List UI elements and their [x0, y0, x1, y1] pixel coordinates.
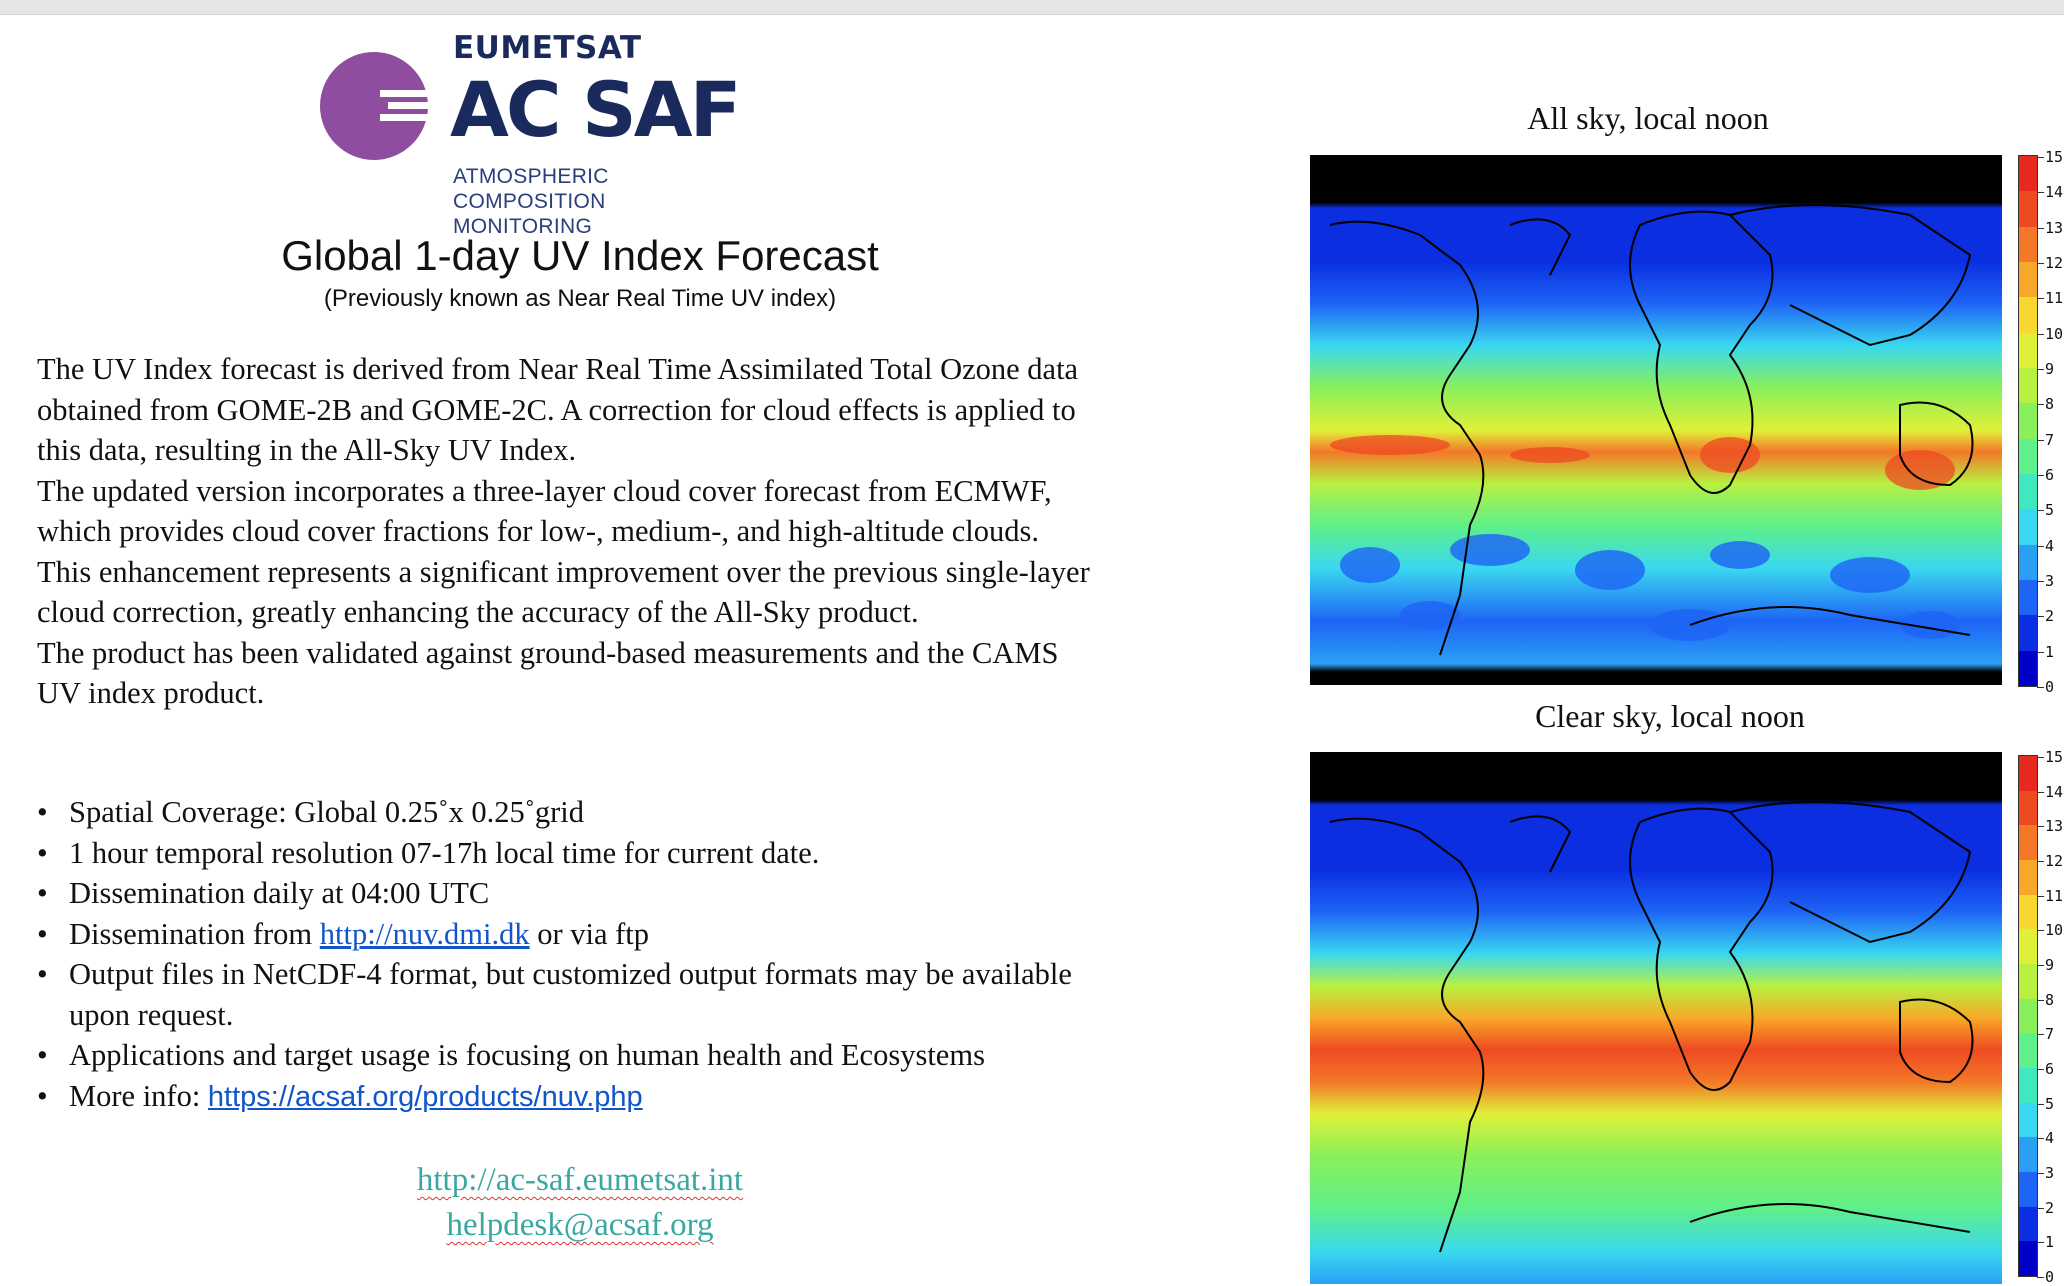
- colorbar-tick-label: 9: [2045, 956, 2055, 974]
- list-item: • Output files in NetCDF-4 format, but customized output formats may be available upon request.: [37, 954, 1117, 1035]
- clear-sky-uv-map: [1310, 752, 2002, 1284]
- logo-subtitle-line1: ATMOSPHERIC COMPOSITION: [453, 165, 609, 213]
- logo-org-text: EUMETSAT: [453, 30, 642, 66]
- colorbar-tick-label: 5: [2045, 1094, 2055, 1113]
- colorbar-swatch: [2019, 545, 2037, 580]
- list-item: [37, 914, 1117, 955]
- colorbar-tick-label: 13: [2045, 817, 2064, 836]
- colorbar-swatch: [2019, 895, 2037, 930]
- list-item: • Spatial Coverage: Global 0.25˚x 0.25˚grid: [37, 792, 1117, 833]
- colorbar-tick-label: 10: [2045, 324, 2064, 343]
- list-item: • Applications and target usage is focusing on human health and Ecosystems: [37, 1035, 1117, 1076]
- colorbar-swatch: [2019, 615, 2037, 650]
- acsaf-logo: [318, 30, 758, 238]
- all-sky-map-title: All sky, local noon: [1527, 100, 1769, 136]
- logo-subtitle: [453, 164, 758, 239]
- colorbar-swatch: [2019, 929, 2037, 964]
- colorbar-swatch: [2019, 191, 2037, 226]
- description-paragraph: The UV Index forecast is derived from Near Real Time Assimilated Total Ozone data obtained from GOME-2B and GOME-2C. A correction for cloud effects is applied to this data, resulting in the All-Sky UV Index.: [37, 352, 1079, 467]
- colorbar-tick-label: 15: [2045, 148, 2064, 166]
- clear-sky-colorbar: [2018, 755, 2038, 1277]
- colorbar-tick-label: 0: [2045, 1268, 2055, 1286]
- colorbar-swatch: [2019, 297, 2037, 332]
- colorbar-swatch: [2019, 403, 2037, 438]
- colorbar-swatch: [2019, 651, 2037, 686]
- colorbar-swatch: [2019, 756, 2037, 791]
- colorbar-tick-label: 15: [2045, 748, 2064, 766]
- list-item: • Dissemination daily at 04:00 UTC: [37, 873, 1117, 914]
- colorbar-tick-label: 6: [2045, 466, 2055, 484]
- colorbar-tick-label: 10: [2045, 921, 2064, 940]
- colorbar-swatch: [2019, 825, 2037, 860]
- feature-list: [37, 792, 1117, 1117]
- colorbar-tick-label: 14: [2045, 183, 2064, 202]
- colorbar-swatches: [2019, 756, 2037, 1276]
- colorbar-swatch: [2019, 580, 2037, 615]
- colorbar-tick-label: 9: [2045, 360, 2055, 378]
- colorbar-swatch: [2019, 1068, 2037, 1103]
- colorbar-tick-label: 7: [2045, 1025, 2055, 1044]
- page-title: Global 1-day UV Index Forecast: [281, 232, 879, 279]
- list-item-text: More info:: [69, 1078, 208, 1113]
- colorbar-tick-label: 12: [2045, 852, 2064, 870]
- colorbar-swatches: [2019, 156, 2037, 686]
- colorbar-tick-label: 3: [2045, 1164, 2055, 1182]
- acsaf-logo-mark: [318, 50, 430, 162]
- colorbar-tick-label: 8: [2045, 990, 2055, 1009]
- logo-subtitle-line2: MONITORING: [453, 215, 593, 238]
- colorbar-swatch: [2019, 156, 2037, 191]
- colorbar-tick-label: 13: [2045, 218, 2064, 237]
- colorbar-swatch: [2019, 368, 2037, 403]
- all-sky-colorbar: [2018, 155, 2038, 687]
- colorbar-tick-label: 7: [2045, 430, 2055, 449]
- colorbar-tick-label: 11: [2045, 289, 2064, 308]
- window-top-bar: [0, 0, 2064, 15]
- colorbar-swatch: [2019, 1103, 2037, 1138]
- colorbar-tick-label: 1: [2045, 642, 2055, 661]
- colorbar-swatch: [2019, 227, 2037, 262]
- colorbar-swatch: [2019, 1033, 2037, 1068]
- description-paragraph: The product has been validated against ground-based measurements and the CAMS UV index product.: [37, 635, 1059, 710]
- colorbar-swatch: [2019, 333, 2037, 368]
- colorbar-swatch: [2019, 860, 2037, 895]
- colorbar-tick-label: 11: [2045, 886, 2064, 905]
- contact-url[interactable]: [0, 1162, 1160, 1199]
- colorbar-tick-label: 14: [2045, 782, 2064, 801]
- colorbar-tick-label: 4: [2045, 1129, 2055, 1148]
- colorbar-swatch: [2019, 791, 2037, 826]
- colorbar-tick-label: 2: [2045, 607, 2055, 626]
- clear-sky-map-title: Clear sky, local noon: [1535, 698, 1805, 734]
- colorbar-tick-label: 12: [2045, 254, 2064, 272]
- colorbar-swatch: [2019, 474, 2037, 509]
- colorbar-swatch: [2019, 1172, 2037, 1207]
- clear-sky-colorbar-labels: [2045, 748, 2064, 1286]
- colorbar-swatch: [2019, 999, 2037, 1034]
- colorbar-tick-label: 6: [2045, 1060, 2055, 1078]
- contact-email-text[interactable]: helpdesk@acsaf.org: [446, 1207, 714, 1243]
- colorbar-tick-label: 1: [2045, 1233, 2055, 1252]
- nuv-dmi-link[interactable]: http://nuv.dmi.dk: [319, 916, 530, 951]
- description-text: [37, 349, 1097, 714]
- all-sky-colorbar-labels: [2045, 148, 2064, 696]
- more-info-link[interactable]: https://acsaf.org/products/nuv.php: [207, 1080, 643, 1113]
- colorbar-swatch: [2019, 509, 2037, 544]
- colorbar-tick-label: 2: [2045, 1198, 2055, 1217]
- colorbar-tick-label: 0: [2045, 678, 2055, 696]
- colorbar-swatch: [2019, 964, 2037, 999]
- colorbar-tick-label: 5: [2045, 501, 2055, 520]
- clear-sky-uv-map-image: [1310, 752, 2002, 1284]
- colorbar-swatch: [2019, 439, 2037, 474]
- list-item-text: Dissemination from: [69, 916, 320, 951]
- list-item-text: or via ftp: [529, 916, 650, 951]
- list-item: • 1 hour temporal resolution 07-17h local time for current date.: [37, 833, 1117, 874]
- list-item: [37, 1076, 1117, 1118]
- all-sky-uv-map: [1310, 155, 2002, 685]
- colorbar-swatch: [2019, 1137, 2037, 1172]
- description-paragraph: The updated version incorporates a three-layer cloud cover forecast from ECMWF, which provides cloud cover fractions for low-, medium-, and high-altitude clouds. This enhancement represents a significant improvement over the previous single-layer cloud correction, greatly enhancing the accuracy of the All-Sky product.: [37, 473, 1090, 629]
- colorbar-swatch: [2019, 1207, 2037, 1242]
- contact-email[interactable]: [0, 1207, 1160, 1244]
- contact-url-text[interactable]: http://ac-saf.eumetsat.int: [416, 1162, 744, 1198]
- page-subtitle: (Previously known as Near Real Time UV index): [323, 285, 837, 312]
- colorbar-tick-label: 8: [2045, 395, 2055, 414]
- logo-name-text: AC SAF: [450, 65, 739, 154]
- colorbar-swatch: [2019, 262, 2037, 297]
- colorbar-tick-label: 4: [2045, 536, 2055, 555]
- all-sky-uv-map-image: [1310, 155, 2002, 685]
- colorbar-swatch: [2019, 1241, 2037, 1276]
- colorbar-tick-label: 3: [2045, 572, 2055, 590]
